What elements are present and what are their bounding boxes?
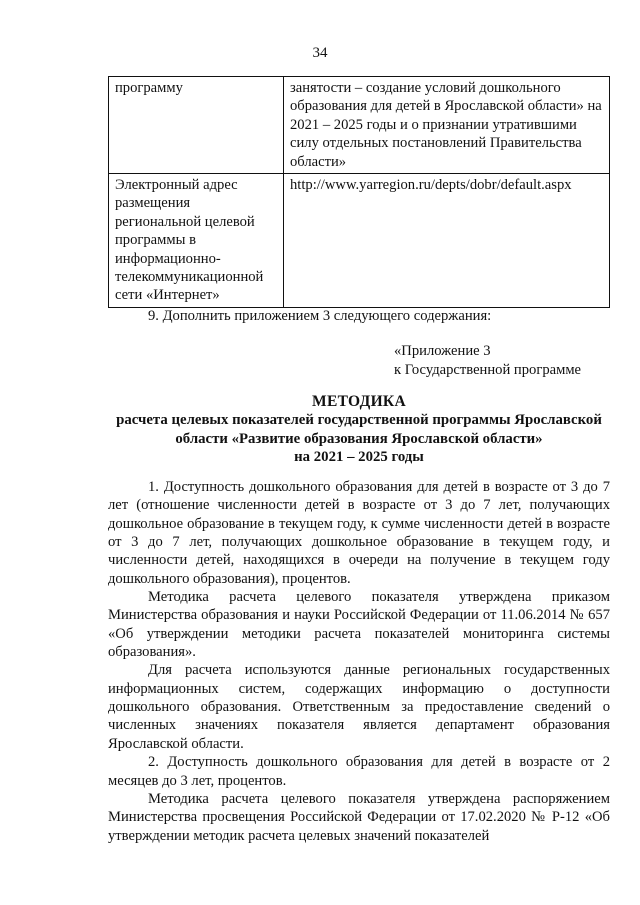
table-cell-label: программу [109,77,284,174]
body-text [108,478,610,845]
amendment-item: 9. Дополнить приложением 3 следующего содержания: [148,308,492,324]
table-cell-label: Электронный адрес размещения региональной целевой программы в информационно-телекоммуникационной сети «Интернет» [109,174,284,308]
paragraph: 2. Доступность дошкольного образования для детей в возрасте от 2 месяцев до 3 лет, процентов. [108,754,610,789]
annex-reference-line: к Государственной программе [394,361,582,378]
page-number: 34 [312,45,328,61]
title-subtitle-line: области «Развитие образования Ярославской области» [175,430,543,447]
document-title [108,392,610,467]
paragraph: Методика расчета целевого показателя утверждена распоряжением Министерства просвещения Российской Федерации от 17.02.2020 № Р-12 «Об утверждении методик расчета целевых значений показателей [108,790,610,844]
program-info-table [108,76,610,308]
table-row [109,77,610,174]
table-cell-url: http://www.yarregion.ru/depts/dobr/default.aspx [284,174,610,308]
title-subtitle-line: на 2021 – 2025 годы [294,449,424,465]
paragraph: Методика расчета целевого показателя утверждена приказом Министерства образования и науки Российской Федерации от 11.06.2014 № 657 «Об утверждении методики расчета показателей мониторинга системы образования». [108,589,610,661]
annex-reference-line: «Приложение 3 [394,343,491,359]
table-cell-value: занятости – создание условий дошкольного образования для детей в Ярославской области» на 2021 – 2025 годы и о признании утратившими силу отдельных постановлений Правительства области» [284,77,610,174]
title-subtitle-line: расчета целевых показателей государственной программы Ярославской [116,412,602,428]
paragraph: 1. Доступность дошкольного образования для детей в возрасте от 3 до 7 лет (отношение численности детей в возрасте от 3 до 7 лет, получающих дошкольное образование в текущем году, к сумме численности детей в возрасте от 3 до 7 лет, получающих дошкольное образование в текущем году, и численности детей, находящихся в очереди на получение в текущем году дошкольного образования), процентов. [108,479,610,587]
paragraph: Для расчета используются данные региональных государственных информационных систем, содержащих информацию о доступности дошкольного образования. Ответственным за предоставление сведений о численных значениях показателя является департамент образования Ярославской области. [108,662,610,752]
title-main: МЕТОДИКА [312,393,406,410]
annex-reference [394,342,581,379]
table-row [109,174,610,308]
